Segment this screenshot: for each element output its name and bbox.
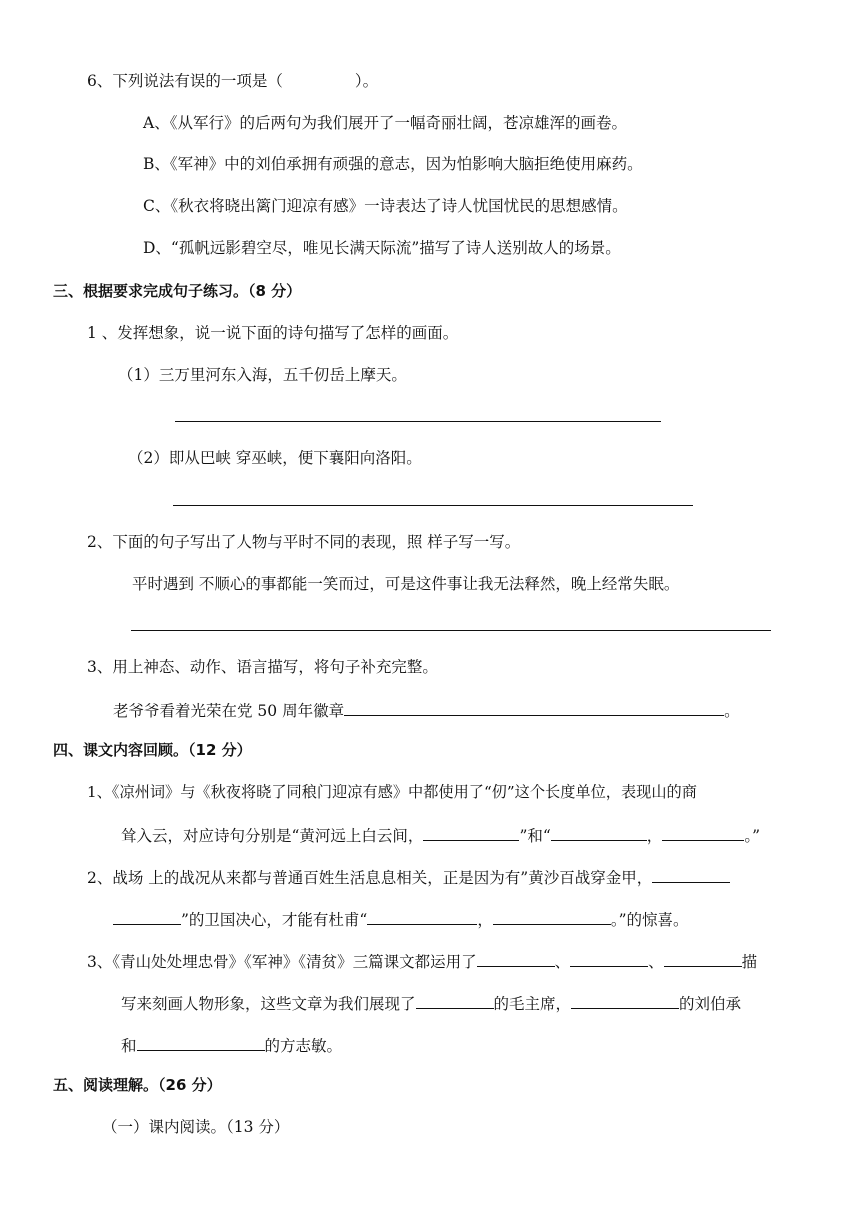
- section3-title: 三、根据要求完成句子练习。（8 分）: [53, 282, 302, 300]
- section4-q3-line2: 写来刻画人物形象，这些文章为我们展现了 的毛主席， 的刘伯承: [121, 992, 741, 1014]
- section4-q3-blank-2[interactable]: [570, 950, 648, 967]
- section3-q1-2: （2）即从巴峡 穿巫峡，便下襄阳向洛阳。: [128, 449, 422, 467]
- section4-q2-line1: 2、战场 上的战况从来都与普通百姓生活息息相关，正是因为有”黄沙百战穿金甲，: [87, 866, 730, 888]
- section4-q1-blank-1[interactable]: [423, 824, 519, 841]
- q6-option-a: A、《从军行》的后两句为我们展开了一幅奇丽壮阔，苍凉雄浑的画卷。: [143, 114, 627, 132]
- section3-q3-blank[interactable]: [344, 699, 724, 716]
- section4-q3-blank-3[interactable]: [664, 950, 742, 967]
- section3-q1-2-answer-line[interactable]: [173, 505, 693, 506]
- section4-q3-blank-1[interactable]: [477, 950, 555, 967]
- section4-q1-blank-3[interactable]: [662, 824, 744, 841]
- section3-q3: 3、用上神态、动作、语言描写，将句子补充完整。: [87, 658, 438, 676]
- section3-q2-answer-line[interactable]: [131, 630, 771, 631]
- section4-q3-blank-6[interactable]: [137, 1034, 265, 1051]
- section4-q2-blank-2[interactable]: [367, 908, 477, 925]
- q6-answer-blank[interactable]: [283, 70, 355, 86]
- section3-q2-example: 平时遇到 不顺心的事都能一笑而过，可是这件事让我无法释然，晚上经常失眠。: [132, 575, 680, 593]
- section5-sub1: （一）课内阅读。（13 分）: [102, 1118, 290, 1136]
- section4-q3-blank-4[interactable]: [416, 992, 494, 1009]
- q6-option-d: D、“孤帆远影碧空尽，唯见长满天际流”描写了诗人送别故人的场景。: [143, 239, 621, 257]
- q6-option-b: B、《军神》中的刘伯承拥有顽强的意志，因为怕影响大脑拒绝使用麻药。: [143, 155, 643, 173]
- section4-q2-line2: ”的卫国决心，才能有杜甫“ ， 。”的惊喜。: [113, 908, 689, 930]
- section3-q1-1-answer-line[interactable]: [175, 421, 661, 422]
- section3-q1-1: （1）三万里河东入海，五千仞岳上摩天。: [118, 366, 407, 384]
- section3-q1: 1 、发挥想象，说一说下面的诗句描写了怎样的画面。: [87, 324, 459, 342]
- section4-q3-blank-5[interactable]: [571, 992, 679, 1009]
- section4-q2-blank-1a[interactable]: [652, 866, 730, 883]
- section5-title: 五、阅读理解。（26 分）: [53, 1076, 222, 1094]
- section4-q2-blank-1b[interactable]: [113, 908, 181, 925]
- section4-q1-line2: 耸入云，对应诗句分别是“黄河远上白云间， ”和“ ， 。”: [121, 824, 760, 846]
- section4-q2-blank-3[interactable]: [493, 908, 611, 925]
- section3-q2: 2、下面的句子写出了人物与平时不同的表现，照 样子写一写。: [87, 533, 521, 551]
- section4-q1-blank-2[interactable]: [551, 824, 647, 841]
- q6-option-c: C、《秋衣将晓出篱门迎凉有感》一诗表达了诗人忧国忧民的思想感情。: [143, 197, 628, 215]
- section4-q3-line1: 3、《青山处处埋忠骨》《军神》《清贫》三篇课文都运用了 、 、 描: [87, 950, 757, 972]
- section4-q1-line1: 1、《凉州词》与《秋夜将晓了同稂门迎凉有感》中都使用了“仞”这个长度单位，表现山的商: [87, 783, 697, 801]
- section3-q3-line: 老爷爷看着光荣在党 50 周年徽章 。: [113, 699, 740, 721]
- section4-q3-line3: 和 的方志敏。: [121, 1034, 342, 1056]
- section4-title: 四、课文内容回顾。（12 分）: [53, 741, 252, 759]
- q6-stem: 6、下列说法有误的一项是（ ）。: [87, 72, 379, 90]
